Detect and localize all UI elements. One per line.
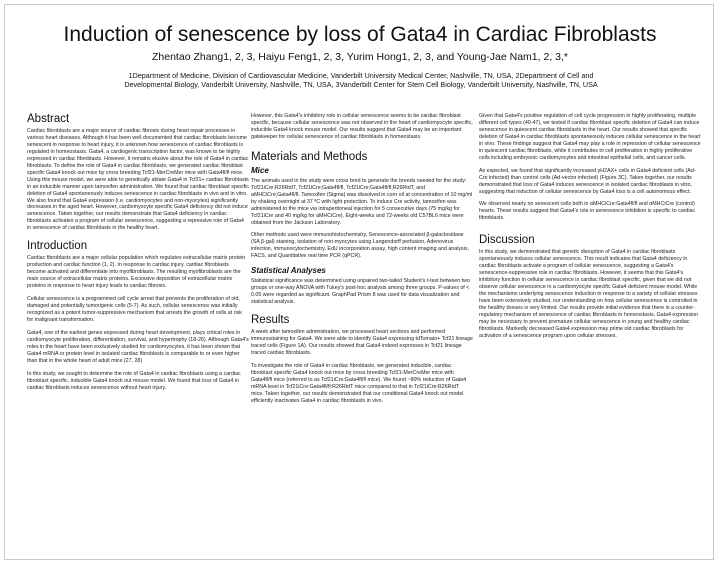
affiliation-line: Developmental Biology, Vanderbilt University, Nashville, TN, USA, 3Vanderbilt Center for Stem Cell Biology, Vanderbilt University, Nashville, TN, USA xyxy=(124,80,598,89)
results-continued: We observed nearly no senescent cells both in αMHCiCre:Gata4fl/fl and αMHCiCre (control) hearts. These results suggest that Gata4's role in senescence inhibition is specific to cardiac fibroblasts. xyxy=(479,201,696,222)
discussion-heading: Discussion xyxy=(479,234,535,247)
affiliation-line: 1Department of Medicine, Division of Cardiovascular Medicine, Vanderbilt University Medical Center, Nashville, TN, USA, 2Department of Cell and xyxy=(128,71,594,80)
introduction-heading: Introduction xyxy=(27,240,88,253)
column-left xyxy=(27,113,249,398)
results-continued: Given that Gata4's positive regulation of cell cycle progression in highly proliferating, multiple different cell types (40-47), we tested if cardiac fibroblast specific deletion of Gata4 can induce senescence in quiescent cardiac fibroblasts in the heart. Our results showed that specific deletion of Gata4 in cardiac fibroblasts spontaneously induces cellular senescence in the heart in vivo. These findings suggest that Gata4 may play a role in repression of cellular senescence in quiescent cardiac fibroblasts, while it contributes to cell proliferation in highly proliferative cells including embryonic cardiomyocytes and intestinal epithelial cells, and cancer cells. xyxy=(479,113,701,161)
results-continued: As expected, we found that significantly increased γH2AX+ cells in Gata4 deficient cells (Ad-Cre infected) than control cells (Ad-vector infected) (Figure 3C). Taken together, our results demonstrated that loss of Gata4 induces senescence in isolated cardiac fibroblasts in vitro, suggesting that induction of cellular senescence by Gata4 loss is a cell autonomous effect. xyxy=(479,167,696,195)
statistics-text: Statistical significance was determined using unpaired two-tailed Student's t-test between two groups or one-way ANOVA with Tukey's post-hoc analysis among three groups. P-values of < 0.05 were regarded as significant. GraphPad Prism 8 was used for data visualization and statistical analysis. xyxy=(251,278,470,306)
affiliations xyxy=(85,71,637,89)
author-list: Zhentao Zhang1, 2, 3, Haiyu Feng1, 2, 3, Yurim Hong1, 2, 3, and Young-Jae Nam1, 2, 3,* xyxy=(152,51,568,63)
introduction-paragraph: Cardiac fibroblasts are a major cellular population which regulates extracellular matrix protein production and cardiac function (1, 2). In response to cardiac injury, cardiac fibroblasts become activated and differentiate into myofibroblasts. The resulting myofibroblasts are the main source of extracellular matrix proteins. Excessive deposition of extracellular matrix proteins in response to heart injury leads to cardiac fibrosis. xyxy=(27,255,246,290)
methods-paragraph: Other methods used were immunohistochemistry, Senescence-associated β-galactosidase (SA β-gal) staining, isolation of non-myocytes using Langendorff perfusion, Adenovirus infection, immunocytochemistry, EdU incorporation assay, high content imaging and analysis, FACS, and Quantitative real time PCR (qPCR). xyxy=(251,232,469,260)
introduction-paragraph: In this study, we sought to determine the role of Gata4 in cardiac fibroblasts using a cardiac fibroblast specific, inducible Gata4 knock out mouse model. We found that loss of Gata4 in cardiac fibroblasts induces senescence without heart injury. xyxy=(27,370,241,391)
introduction-paragraph: Cellular senescence is a programmed cell cycle arrest that prevents the proliferation of old, damaged and potentially tumorigenic cells (5-7). As such, cellular senescence was initially recognized as a potent tumor-suppressive mechanism that arrests the growth of cells at risk for malignant transformation. xyxy=(27,296,242,323)
discussion-text: In this study, we demonstrated that genetic disruption of Gata4 in cardiac fibroblasts spontaneously induces cellular senescence. This result indicates that Gata4 deficiency in cardiac fibroblasts activate a program of cellular senescence, suggesting a Gata4's senescence-suppressive role in cardiac fibroblasts. However, it seems that this Gata4's inhibitory function in cellular senescence is cardiac fibroblast specific, given that we did not observe cellular senescence in a cardiomyocyte specific Gata4 deficient mouse model. While the mechanisms underlying senescence induction in response to a variety of cellular stresses have been extensively studied, our understanding on how cellular senescence is controlled in the healthy tissues is very limited. Our results provide initial evidence that there is a counter-regulatory mechanism of senescence of cardiac fibroblasts in homeostasis. Gata4 expression may be necessary to prevent premature cellular senescence in young and healthy cardiac fibroblasts. Markedly decreased Gata4 expression may prime old cardiac fibroblasts for activation of a senescence program upon cellular stresses. xyxy=(479,249,699,339)
results-heading: Results xyxy=(251,314,290,327)
results-paragraph: To investigate the role of Gata4 in cardiac fibroblasts, we generated inducible, cardiac fibroblast specific Gata4 knock out mice by cross breeding Tcf21-MerCreMer mice with Gata4fl/fl mice (referred to as Tcf21iCre:Gata4fl/fl mice). We found ~80% reduction of Gata4 mRNA level in Tcf21iCre:Gata4fl/fl:R26RtdT mice compared to that in Tcf21iCre:R26RtdT mice. Taken together, our results demonstrated that our conditional Gata4 knock out model efficiently inactivates Gata4 in cardiac fibroblasts in vivo. xyxy=(251,362,467,404)
mice-subheading: Mice xyxy=(251,165,269,175)
methods-heading: Materials and Methods xyxy=(251,150,368,163)
abstract-text: Cardiac fibroblasts are a major source of cardiac fibrosis during heart repair processes in various heart diseases. Although it has been well documented that cardiac fibroblasts become senescent in response to heart injury, it is unknown how senescence of cardiac fibroblasts is regulated in homeostasis. Gata4, a cardiogenic transcription factor, was known to be highly expressed in cardiac fibroblasts. However, it remains elusive about the role of Gata4 in cardiac fibroblasts. To define the role of Gata4 in cardiac fibroblasts, we generated cardiac fibroblast specific Gata4 knock out mice by cross breeding Tcf21-MerCreMer mice with Gata4fl/fl mice. Using this mouse model, we were able to genetically ablate Gata4 in Tcf21+ cardiac fibroblasts in an inducible manner upon tamoxifen administration. We found that cardiac fibroblast specific deletion of Gata4 spontaneously induces senescence in cardiac fibroblasts in vivo and in vitro. We also found that Gata4 expression (i.e. cardiomyocytes and non-myocytes) significantly decreases in the aged heart. However, cardiomyocyte specific Gata4 deficiency did not induce senescence. Taken together, our results demonstrate that Gata4 deficiency in cardiac fibroblasts activates a program of cellular senescence, suggesting a repressive role of Gata4 in senescence of cardiac fibroblasts in the healthy heart. xyxy=(27,128,249,232)
column-right xyxy=(479,113,701,346)
statistics-subheading: Statistical Analyses xyxy=(251,266,326,276)
results-paragraph: A week after tamoxifen administration, we processed heart sections and performed immunostaining for Gata4. We were able to identify Gata4 expressing tdTomato+ Tcf21 lineage traced cells (Figure 1A). Our results showed that Gata4 indeed expresses in Tcf21 lineage traced cardiac fibroblasts. xyxy=(251,329,473,356)
abstract-heading: Abstract xyxy=(27,113,70,125)
introduction-paragraph: Gata4, one of the earliest genes expressed during heart development, plays critical roles in cardiomyocyte proliferation, differentiation, survival, and hypertrophy (18-26). Although Gata4's roles in the heart have been exclusively studied for cardiomyocytes, it has been shown that Gata4 mRNA or protein level in isolated cardiac fibroblasts is comparable to or even higher than that in the whole heart of adult mice (27, 28) xyxy=(27,329,249,364)
introduction-continued: However, this Gata4's inhibitory role in cellular senescence seems to be cardiac fibroblast specific, because cellular senescence was not observed in the heart of cardiomyocyte specific, inducible Gata4 knock mouse model. Our results suggest that Gata4 may be an important gatekeeper for cellular senescence of cardiac fibroblasts in homeostasis. xyxy=(251,113,473,140)
column-middle xyxy=(251,113,473,411)
poster xyxy=(4,4,714,560)
methods-paragraph: The animals used in the study were cross bred to generate the breeds needed for the study: Tcf21iCre;R26RtdT, Tcf21iCre;Gata4fl/fl, Tcf21iCre;Gata4fl/fl;R26RtdT, and aMHCiCre;Gata4fl/fl. Tamoxifen (Sigma) was dissolved in corn oil at concentration of 10 mg/ml by shaking overnight at 37 ºC with light protection. To induce Cre activity, tamoxifen was administered to the mice via intraperitoneal injection for 5 consecutive days (75 mg/kg for Tcf21iCre and 40 mg/kg for aMHCiCre). Eight-weeks and 72-weeks old C57BL6 mice were obtained from the Jackson Laboratory. xyxy=(251,177,473,226)
poster-title: Induction of senescence by loss of Gata4 in Cardiac Fibroblasts xyxy=(63,23,657,46)
